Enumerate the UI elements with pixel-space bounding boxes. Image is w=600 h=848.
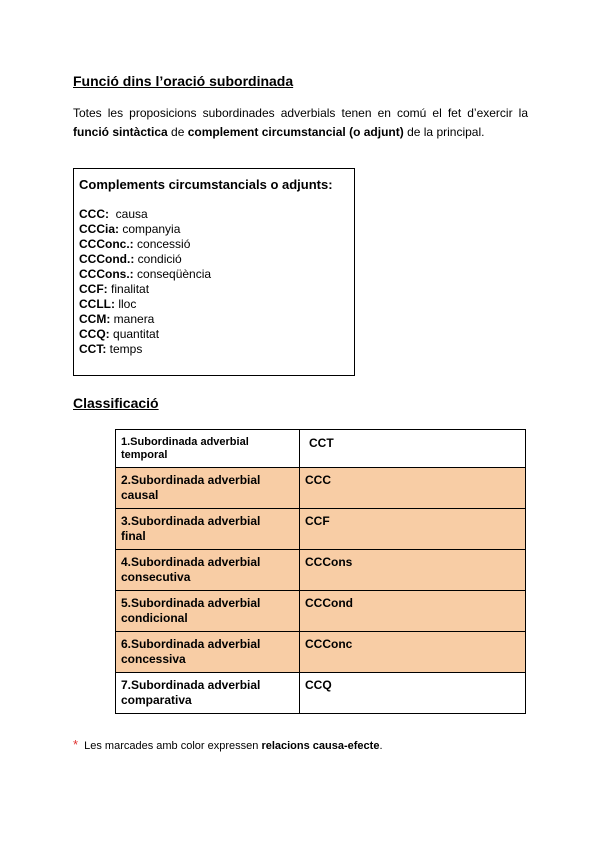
complement-item — [79, 312, 349, 327]
subordinate-type-line2: consecutiva — [121, 570, 191, 584]
subordinate-type-line1: 5.Subordinada adverbial — [121, 596, 261, 610]
complement-item — [79, 327, 349, 342]
subordinate-type-cell — [116, 673, 300, 714]
table-row — [116, 430, 526, 468]
complement-meaning: conseqüència — [137, 267, 212, 281]
function-code-cell: CCConc — [300, 632, 526, 673]
subordinate-type-cell — [116, 550, 300, 591]
function-code-cell: CCT — [300, 430, 526, 468]
subordinate-type-line1: 7.Subordinada adverbial — [121, 678, 261, 692]
complement-item — [79, 282, 349, 297]
function-code-cell: CCF — [300, 509, 526, 550]
complement-meaning: temps — [109, 342, 143, 356]
complement-meaning: causa — [115, 207, 148, 221]
complement-meaning: concessió — [137, 237, 191, 251]
classification-title: Classificació — [73, 395, 159, 411]
subordinate-type-line1: 3.Subordinada adverbial — [121, 514, 261, 528]
intro-text-2: de — [167, 125, 188, 139]
page-title: Funció dins l’oració subordinada — [73, 73, 294, 89]
subordinate-type-line1: 1.Subordinada adverbial — [121, 436, 249, 448]
table-row — [116, 468, 526, 509]
complement-item — [79, 222, 349, 237]
intro-bold-1: funció sintàctica — [73, 125, 168, 139]
footnote-bold: relacions causa-efecte — [261, 740, 380, 752]
subordinate-type-line2: concessiva — [121, 652, 186, 666]
classification-table — [115, 429, 526, 714]
complements-list — [79, 207, 349, 357]
intro-paragraph — [73, 104, 528, 142]
subordinate-type-line2: causal — [121, 488, 159, 502]
table-row — [116, 632, 526, 673]
subordinate-type-cell — [116, 632, 300, 673]
table-row — [116, 673, 526, 714]
complement-meaning: companyia — [122, 222, 181, 236]
subordinate-type-line2: final — [121, 529, 146, 543]
complement-meaning: finalitat — [111, 282, 150, 296]
footnote-end: . — [379, 740, 383, 752]
complement-abbr: CCCia: — [79, 222, 120, 236]
footnote — [73, 737, 383, 752]
complement-item — [79, 237, 349, 252]
complement-meaning: condició — [137, 252, 182, 266]
complement-meaning: quantitat — [113, 327, 160, 341]
intro-text-1: Totes les proposicions subordinades adverbials tenen en comú el fet d’exercir la — [73, 106, 528, 120]
complement-abbr: CCCons.: — [79, 267, 134, 281]
complement-abbr: CCConc.: — [79, 237, 134, 251]
complement-abbr: CCM: — [79, 312, 111, 326]
function-code-cell: CCCond — [300, 591, 526, 632]
complement-abbr: CCCond.: — [79, 252, 135, 266]
subordinate-type-cell — [116, 430, 300, 468]
function-code-cell: CCQ — [300, 673, 526, 714]
subordinate-type-cell — [116, 591, 300, 632]
subordinate-type-cell — [116, 509, 300, 550]
subordinate-type-line1: 2.Subordinada adverbial — [121, 473, 261, 487]
table-row — [116, 509, 526, 550]
complements-box — [73, 168, 355, 376]
intro-bold-2: complement circumstancial (o adjunt) — [187, 125, 404, 139]
subordinate-type-line2: comparativa — [121, 693, 192, 707]
complement-meaning: lloc — [118, 297, 137, 311]
complements-box-title: Complements circumstancials o adjunts: — [79, 177, 333, 192]
complement-abbr: CCT: — [79, 342, 107, 356]
complement-abbr: CCLL: — [79, 297, 115, 311]
subordinate-type-line1: 6.Subordinada adverbial — [121, 637, 261, 651]
intro-text-3: de la principal. — [403, 125, 485, 139]
subordinate-type-line2: condicional — [121, 611, 188, 625]
footnote-text: Les marcades amb color expressen — [81, 740, 262, 752]
table-row — [116, 550, 526, 591]
complement-meaning: manera — [113, 312, 155, 326]
complement-abbr: CCF: — [79, 282, 108, 296]
complement-abbr: CCQ: — [79, 327, 110, 341]
complement-item — [79, 207, 349, 222]
function-code-cell: CCC — [300, 468, 526, 509]
complement-item — [79, 252, 349, 267]
complement-item — [79, 297, 349, 312]
table-row — [116, 591, 526, 632]
complement-item — [79, 342, 349, 357]
asterisk-icon: * — [73, 737, 79, 752]
subordinate-type-line2: temporal — [121, 449, 168, 461]
complement-abbr: CCC: — [79, 207, 109, 221]
function-code-cell: CCCons — [300, 550, 526, 591]
complement-item — [79, 267, 349, 282]
subordinate-type-cell — [116, 468, 300, 509]
subordinate-type-line1: 4.Subordinada adverbial — [121, 555, 261, 569]
